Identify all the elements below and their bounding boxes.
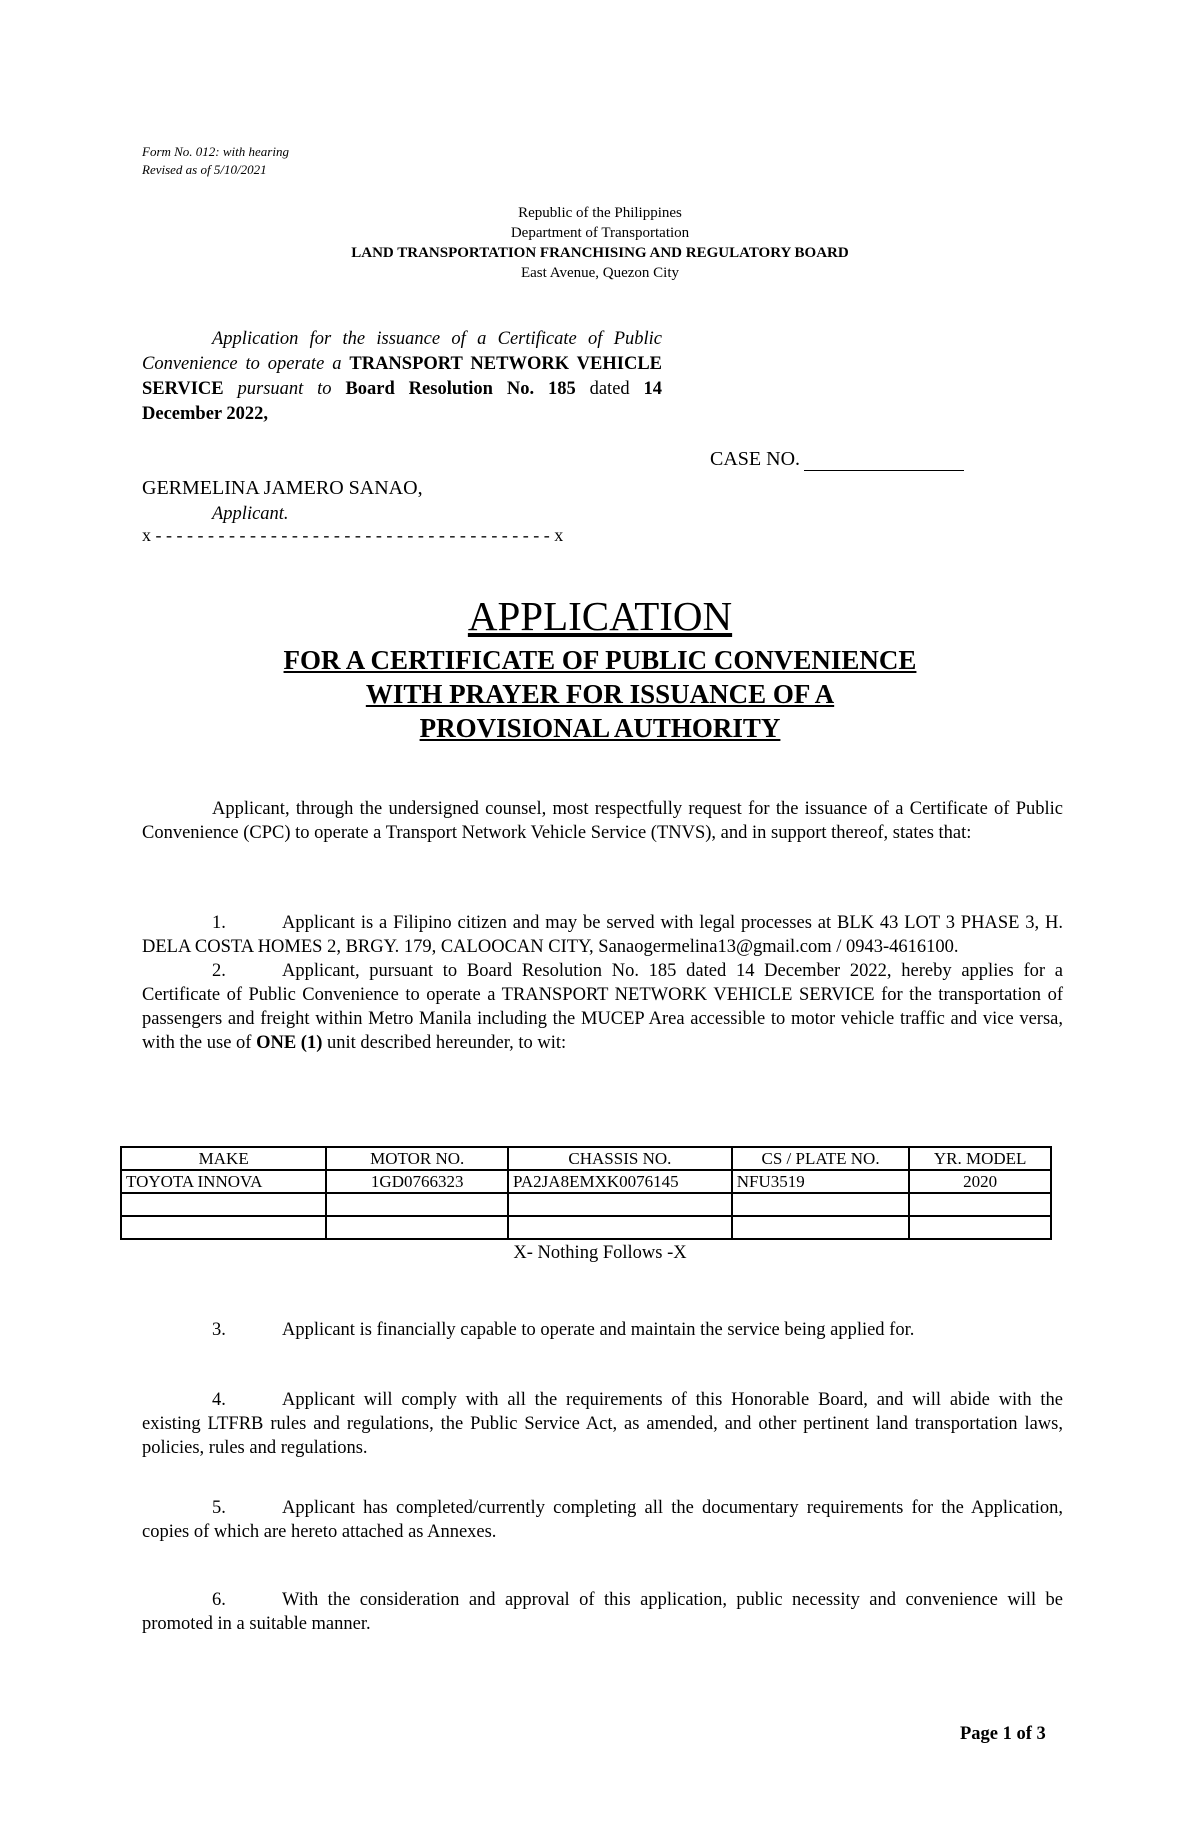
case-number-blank (804, 452, 964, 471)
party-block (142, 475, 423, 527)
document-title: APPLICATION (467, 593, 733, 639)
paragraph-3-number: 3. (212, 1320, 226, 1340)
table-header: MOTOR NO. (326, 1147, 508, 1170)
table-header-row (121, 1147, 1051, 1170)
vehicle-table (120, 1146, 1052, 1240)
page-number: Page 1 of 3 (960, 1724, 1046, 1744)
applicant-role: Applicant. (212, 504, 289, 524)
form-number: Form No. 012: with hearing (142, 144, 289, 159)
table-cell-motor: 1GD0766323 (326, 1170, 508, 1193)
header-republic: Republic of the Philippines (518, 205, 682, 221)
table-cell-model: 2020 (909, 1170, 1051, 1193)
paragraph-5-text: Applicant has completed/currently completing all the documentary requirements for the Application, copies of which are hereto attached as Annexes. (142, 1498, 1063, 1542)
header-department: Department of Transportation (510, 225, 690, 241)
table-row-empty (121, 1193, 1051, 1216)
paragraph-5 (142, 1496, 1063, 1544)
paragraph-6 (142, 1588, 1063, 1636)
document-subtitle (0, 643, 1200, 745)
subtitle-line-1: FOR A CERTIFICATE OF PUBLIC CONVENIENCE (283, 645, 917, 675)
intro-text: Applicant, through the undersigned counsel, most respectfully request for the issuance of a Certificate of Public Convenience (CPC) to operate a Transport Network Vehicle Service (TNVS), and in support thereof, states that: (142, 799, 1063, 843)
paragraph-5-number: 5. (212, 1498, 226, 1518)
header-address: East Avenue, Quezon City (520, 265, 680, 281)
caption-text-3: pursuant to (237, 379, 332, 399)
paragraph-2-text-c: unit described hereunder, to wit: (326, 1033, 567, 1053)
paragraph-1-text: Applicant is a Filipino citizen and may be served with legal processes at BLK 43 LOT 3 PHASE 3, H. DELA COSTA HOMES 2, BRGY. 179, CALOOCAN CITY, Sanaogermelina13@gmail.com / 0943-4616100. (142, 913, 1063, 957)
document-header (0, 203, 1200, 283)
caption-text-4: Board Resolution No. 185 (345, 379, 576, 399)
case-caption (142, 327, 662, 427)
paragraph-2 (142, 959, 1063, 1055)
paragraph-3 (142, 1318, 1063, 1342)
table-cell-plate: NFU3519 (732, 1170, 910, 1193)
table-header: YR. MODEL (909, 1147, 1051, 1170)
caption-text-2: TRANSPORT NETWORK VEHICLE SERVICE (142, 354, 662, 399)
paragraph-2-text-a: Applicant, pursuant to Board Resolution No. 185 dated 14 December 2022, hereby applies for a Certificate of Public Convenience to operate a TRANSPORT NETWORK VEHICLE SERVICE for the transportation of passengers and freight within Metro Manila including the MUCEP Area accessible to motor vehicle traffic and vice versa, with the use of (142, 961, 1063, 1053)
form-revised: Revised as of 5/10/2021 (142, 162, 267, 177)
caption-text-5: dated (589, 379, 630, 399)
paragraph-1-number: 1. (212, 913, 226, 933)
paragraph-6-text: With the consideration and approval of this application, public necessity and convenience will be promoted in a suitable manner. (142, 1590, 1063, 1634)
applicant-name: GERMELINA JAMERO SANAO, (142, 477, 423, 499)
caption-separator: x - - - - - - - - - - - - - - - - - - - - - - - - - - - - - - - - - - - - - - x (142, 525, 564, 545)
paragraph-4-number: 4. (212, 1390, 226, 1410)
paragraph-2-number: 2. (212, 961, 226, 981)
table-row (121, 1170, 1051, 1193)
intro-paragraph (142, 797, 1063, 845)
caption-text-1: Application for the issuance of a Certificate of Public Convenience to operate a (142, 329, 662, 374)
paragraph-3-text: Applicant is financially capable to operate and maintain the service being applied for. (282, 1320, 915, 1340)
table-header: CHASSIS NO. (508, 1147, 732, 1170)
table-cell-chassis: PA2JA8EMXK0076145 (508, 1170, 732, 1193)
form-number-block (142, 143, 289, 179)
paragraph-4 (142, 1388, 1063, 1460)
table-row-empty (121, 1216, 1051, 1239)
caption-text-6: 14 December 2022, (142, 379, 663, 424)
subtitle-line-2: WITH PRAYER FOR ISSUANCE OF A (365, 679, 835, 709)
table-header: MAKE (121, 1147, 326, 1170)
header-agency: LAND TRANSPORTATION FRANCHISING AND REGULATORY BOARD (351, 245, 849, 261)
paragraph-1 (142, 911, 1063, 959)
case-number-label: CASE NO. (710, 448, 801, 470)
nothing-follows: X- Nothing Follows -X (513, 1243, 687, 1263)
paragraph-6-number: 6. (212, 1590, 226, 1610)
table-cell-make: TOYOTA INNOVA (121, 1170, 326, 1193)
case-number (710, 448, 964, 471)
paragraph-2-text-bold: ONE (1) (256, 1033, 323, 1053)
paragraph-4-text: Applicant will comply with all the requirements of this Honorable Board, and will abide with the existing LTFRB rules and regulations, the Public Service Act, as amended, and other pertinent land transportation laws, policies, rules and regulations. (142, 1390, 1063, 1458)
subtitle-line-3: PROVISIONAL AUTHORITY (419, 713, 781, 743)
table-header: CS / PLATE NO. (732, 1147, 910, 1170)
paragraphs-1-2 (142, 911, 1063, 1055)
